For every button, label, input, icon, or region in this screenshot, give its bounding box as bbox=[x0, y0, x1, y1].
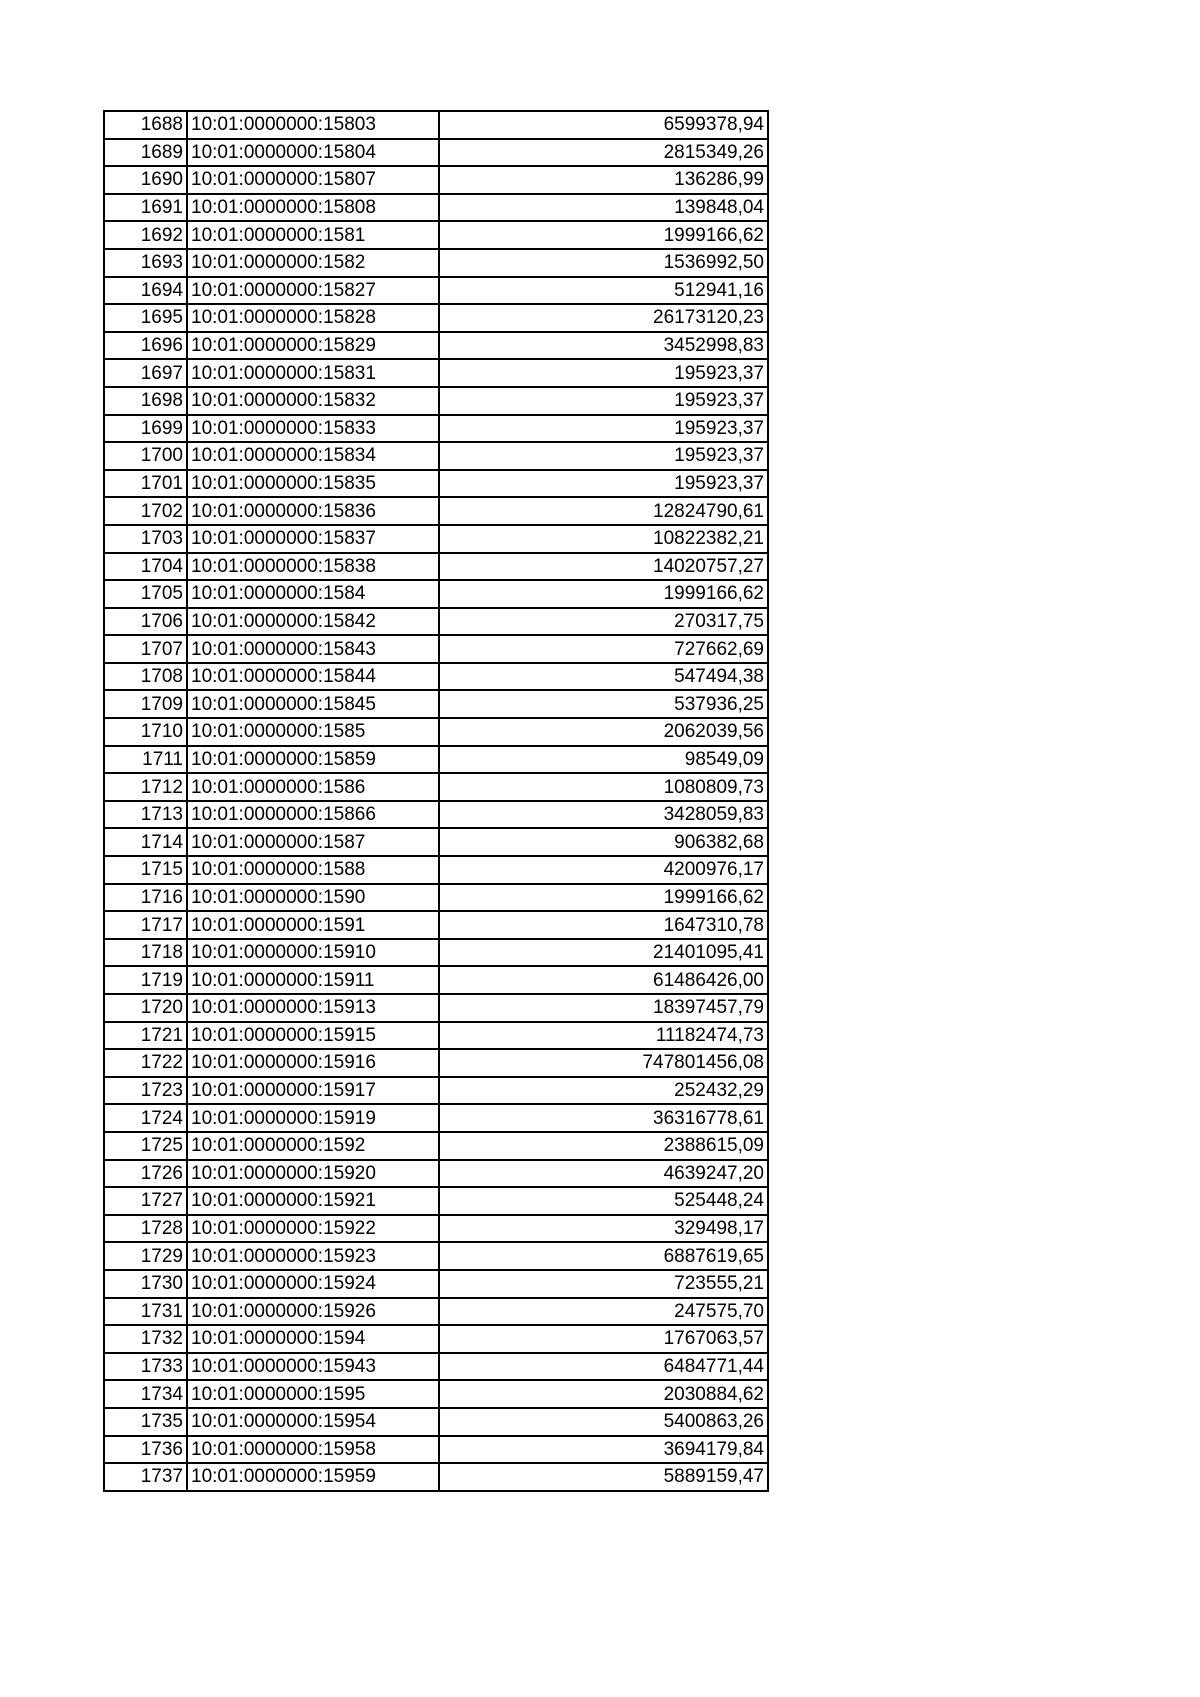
table-row bbox=[104, 497, 768, 525]
table-row bbox=[104, 304, 768, 332]
row-number-cell: 1698 bbox=[104, 387, 187, 415]
amount-cell: 14020757,27 bbox=[439, 553, 768, 581]
amount-cell: 6599378,94 bbox=[439, 111, 768, 139]
cadastral-number-cell: 10:01:0000000:1588 bbox=[187, 856, 439, 884]
amount-cell: 195923,37 bbox=[439, 442, 768, 470]
cadastral-number-cell: 10:01:0000000:15943 bbox=[187, 1353, 439, 1381]
row-number-cell: 1726 bbox=[104, 1160, 187, 1188]
cadastral-number-cell: 10:01:0000000:15913 bbox=[187, 994, 439, 1022]
row-number-cell: 1694 bbox=[104, 277, 187, 305]
amount-cell: 1080809,73 bbox=[439, 773, 768, 801]
amount-cell: 12824790,61 bbox=[439, 497, 768, 525]
amount-cell: 1767063,57 bbox=[439, 1325, 768, 1353]
table-row bbox=[104, 1463, 768, 1491]
table-row bbox=[104, 194, 768, 222]
row-number-cell: 1728 bbox=[104, 1215, 187, 1243]
cadastral-number-cell: 10:01:0000000:15924 bbox=[187, 1270, 439, 1298]
cadastral-number-cell: 10:01:0000000:15829 bbox=[187, 332, 439, 360]
row-number-cell: 1717 bbox=[104, 911, 187, 939]
row-number-cell: 1708 bbox=[104, 663, 187, 691]
cadastral-number-cell: 10:01:0000000:15832 bbox=[187, 387, 439, 415]
cadastral-number-cell: 10:01:0000000:15842 bbox=[187, 608, 439, 636]
amount-cell: 61486426,00 bbox=[439, 966, 768, 994]
cadastral-number-cell: 10:01:0000000:15866 bbox=[187, 801, 439, 829]
amount-cell: 1999166,62 bbox=[439, 580, 768, 608]
row-number-cell: 1690 bbox=[104, 166, 187, 194]
cadastral-number-cell: 10:01:0000000:15845 bbox=[187, 690, 439, 718]
cadastral-number-cell: 10:01:0000000:1581 bbox=[187, 221, 439, 249]
table-row bbox=[104, 1242, 768, 1270]
cadastral-number-cell: 10:01:0000000:15843 bbox=[187, 635, 439, 663]
cadastral-number-cell: 10:01:0000000:15954 bbox=[187, 1408, 439, 1436]
row-number-cell: 1711 bbox=[104, 746, 187, 774]
row-number-cell: 1693 bbox=[104, 249, 187, 277]
table-row bbox=[104, 1436, 768, 1464]
row-number-cell: 1692 bbox=[104, 221, 187, 249]
row-number-cell: 1736 bbox=[104, 1436, 187, 1464]
cadastral-number-cell: 10:01:0000000:15920 bbox=[187, 1160, 439, 1188]
row-number-cell: 1723 bbox=[104, 1077, 187, 1105]
amount-cell: 547494,38 bbox=[439, 663, 768, 691]
table-row bbox=[104, 1298, 768, 1326]
table-row bbox=[104, 884, 768, 912]
table-body bbox=[104, 111, 768, 1491]
table-row bbox=[104, 1270, 768, 1298]
cadastral-number-cell: 10:01:0000000:1594 bbox=[187, 1325, 439, 1353]
cadastral-number-cell: 10:01:0000000:1586 bbox=[187, 773, 439, 801]
cadastral-number-cell: 10:01:0000000:15804 bbox=[187, 139, 439, 167]
amount-cell: 1999166,62 bbox=[439, 221, 768, 249]
row-number-cell: 1691 bbox=[104, 194, 187, 222]
row-number-cell: 1707 bbox=[104, 635, 187, 663]
amount-cell: 98549,09 bbox=[439, 746, 768, 774]
amount-cell: 2062039,56 bbox=[439, 718, 768, 746]
cadastral-number-cell: 10:01:0000000:15910 bbox=[187, 939, 439, 967]
amount-cell: 195923,37 bbox=[439, 415, 768, 443]
amount-cell: 4200976,17 bbox=[439, 856, 768, 884]
table-row bbox=[104, 1380, 768, 1408]
table-row bbox=[104, 387, 768, 415]
amount-cell: 5400863,26 bbox=[439, 1408, 768, 1436]
amount-cell: 195923,37 bbox=[439, 359, 768, 387]
amount-cell: 512941,16 bbox=[439, 277, 768, 305]
amount-cell: 329498,17 bbox=[439, 1215, 768, 1243]
cadastral-number-cell: 10:01:0000000:15926 bbox=[187, 1298, 439, 1326]
amount-cell: 195923,37 bbox=[439, 470, 768, 498]
table-row bbox=[104, 635, 768, 663]
row-number-cell: 1730 bbox=[104, 1270, 187, 1298]
amount-cell: 139848,04 bbox=[439, 194, 768, 222]
cadastral-number-cell: 10:01:0000000:15828 bbox=[187, 304, 439, 332]
cadastral-number-cell: 10:01:0000000:1595 bbox=[187, 1380, 439, 1408]
amount-cell: 18397457,79 bbox=[439, 994, 768, 1022]
cadastral-number-cell: 10:01:0000000:15921 bbox=[187, 1187, 439, 1215]
amount-cell: 4639247,20 bbox=[439, 1160, 768, 1188]
row-number-cell: 1709 bbox=[104, 690, 187, 718]
row-number-cell: 1696 bbox=[104, 332, 187, 360]
cadastral-number-cell: 10:01:0000000:15923 bbox=[187, 1242, 439, 1270]
table-row bbox=[104, 359, 768, 387]
cadastral-number-cell: 10:01:0000000:15834 bbox=[187, 442, 439, 470]
row-number-cell: 1689 bbox=[104, 139, 187, 167]
table-row bbox=[104, 249, 768, 277]
amount-cell: 21401095,41 bbox=[439, 939, 768, 967]
row-number-cell: 1721 bbox=[104, 1022, 187, 1050]
table-row bbox=[104, 221, 768, 249]
table-row bbox=[104, 966, 768, 994]
row-number-cell: 1724 bbox=[104, 1104, 187, 1132]
table-row bbox=[104, 1077, 768, 1105]
table-row bbox=[104, 856, 768, 884]
cadastral-number-cell: 10:01:0000000:15844 bbox=[187, 663, 439, 691]
row-number-cell: 1718 bbox=[104, 939, 187, 967]
amount-cell: 723555,21 bbox=[439, 1270, 768, 1298]
amount-cell: 2030884,62 bbox=[439, 1380, 768, 1408]
cadastral-number-cell: 10:01:0000000:15916 bbox=[187, 1049, 439, 1077]
table-row bbox=[104, 442, 768, 470]
table-row bbox=[104, 663, 768, 691]
amount-cell: 10822382,21 bbox=[439, 525, 768, 553]
row-number-cell: 1732 bbox=[104, 1325, 187, 1353]
table-row bbox=[104, 939, 768, 967]
row-number-cell: 1715 bbox=[104, 856, 187, 884]
amount-cell: 3694179,84 bbox=[439, 1436, 768, 1464]
amount-cell: 727662,69 bbox=[439, 635, 768, 663]
cadastral-number-cell: 10:01:0000000:15859 bbox=[187, 746, 439, 774]
cadastral-number-cell: 10:01:0000000:15833 bbox=[187, 415, 439, 443]
table-row bbox=[104, 580, 768, 608]
table-row bbox=[104, 1325, 768, 1353]
row-number-cell: 1703 bbox=[104, 525, 187, 553]
row-number-cell: 1712 bbox=[104, 773, 187, 801]
row-number-cell: 1731 bbox=[104, 1298, 187, 1326]
cadastral-number-cell: 10:01:0000000:1585 bbox=[187, 718, 439, 746]
amount-cell: 6484771,44 bbox=[439, 1353, 768, 1381]
table-row bbox=[104, 525, 768, 553]
table-row bbox=[104, 1353, 768, 1381]
table-row bbox=[104, 1215, 768, 1243]
amount-cell: 3428059,83 bbox=[439, 801, 768, 829]
row-number-cell: 1699 bbox=[104, 415, 187, 443]
amount-cell: 3452998,83 bbox=[439, 332, 768, 360]
row-number-cell: 1688 bbox=[104, 111, 187, 139]
amount-cell: 525448,24 bbox=[439, 1187, 768, 1215]
row-number-cell: 1702 bbox=[104, 497, 187, 525]
amount-cell: 136286,99 bbox=[439, 166, 768, 194]
table-row bbox=[104, 1049, 768, 1077]
table-row bbox=[104, 801, 768, 829]
table-row bbox=[104, 553, 768, 581]
table-row bbox=[104, 111, 768, 139]
row-number-cell: 1697 bbox=[104, 359, 187, 387]
row-number-cell: 1705 bbox=[104, 580, 187, 608]
cadastral-number-cell: 10:01:0000000:15922 bbox=[187, 1215, 439, 1243]
row-number-cell: 1695 bbox=[104, 304, 187, 332]
table-row bbox=[104, 911, 768, 939]
table-row bbox=[104, 277, 768, 305]
table-row bbox=[104, 828, 768, 856]
table-row bbox=[104, 1022, 768, 1050]
amount-cell: 26173120,23 bbox=[439, 304, 768, 332]
row-number-cell: 1719 bbox=[104, 966, 187, 994]
table-row bbox=[104, 139, 768, 167]
row-number-cell: 1722 bbox=[104, 1049, 187, 1077]
row-number-cell: 1716 bbox=[104, 884, 187, 912]
row-number-cell: 1701 bbox=[104, 470, 187, 498]
row-number-cell: 1700 bbox=[104, 442, 187, 470]
cadastral-number-cell: 10:01:0000000:15837 bbox=[187, 525, 439, 553]
amount-cell: 2815349,26 bbox=[439, 139, 768, 167]
table-row bbox=[104, 746, 768, 774]
amount-cell: 11182474,73 bbox=[439, 1022, 768, 1050]
amount-cell: 2388615,09 bbox=[439, 1132, 768, 1160]
row-number-cell: 1720 bbox=[104, 994, 187, 1022]
cadastral-number-cell: 10:01:0000000:1592 bbox=[187, 1132, 439, 1160]
cadastral-table bbox=[103, 110, 769, 1492]
table-row bbox=[104, 718, 768, 746]
cadastral-number-cell: 10:01:0000000:15827 bbox=[187, 277, 439, 305]
cadastral-number-cell: 10:01:0000000:1591 bbox=[187, 911, 439, 939]
table-row bbox=[104, 994, 768, 1022]
cadastral-number-cell: 10:01:0000000:15915 bbox=[187, 1022, 439, 1050]
table-row bbox=[104, 415, 768, 443]
amount-cell: 537936,25 bbox=[439, 690, 768, 718]
row-number-cell: 1706 bbox=[104, 608, 187, 636]
row-number-cell: 1714 bbox=[104, 828, 187, 856]
cadastral-number-cell: 10:01:0000000:1584 bbox=[187, 580, 439, 608]
cadastral-number-cell: 10:01:0000000:15959 bbox=[187, 1463, 439, 1491]
row-number-cell: 1737 bbox=[104, 1463, 187, 1491]
table-row bbox=[104, 1187, 768, 1215]
table-row bbox=[104, 332, 768, 360]
amount-cell: 247575,70 bbox=[439, 1298, 768, 1326]
amount-cell: 906382,68 bbox=[439, 828, 768, 856]
cadastral-number-cell: 10:01:0000000:1587 bbox=[187, 828, 439, 856]
table-row bbox=[104, 470, 768, 498]
cadastral-number-cell: 10:01:0000000:15917 bbox=[187, 1077, 439, 1105]
cadastral-number-cell: 10:01:0000000:15831 bbox=[187, 359, 439, 387]
amount-cell: 6887619,65 bbox=[439, 1242, 768, 1270]
amount-cell: 36316778,61 bbox=[439, 1104, 768, 1132]
table-row bbox=[104, 1132, 768, 1160]
row-number-cell: 1727 bbox=[104, 1187, 187, 1215]
cadastral-number-cell: 10:01:0000000:15958 bbox=[187, 1436, 439, 1464]
cadastral-number-cell: 10:01:0000000:1582 bbox=[187, 249, 439, 277]
table-row bbox=[104, 690, 768, 718]
amount-cell: 270317,75 bbox=[439, 608, 768, 636]
cadastral-number-cell: 10:01:0000000:15835 bbox=[187, 470, 439, 498]
cadastral-number-cell: 10:01:0000000:15836 bbox=[187, 497, 439, 525]
table-row bbox=[104, 166, 768, 194]
cadastral-number-cell: 10:01:0000000:15919 bbox=[187, 1104, 439, 1132]
cadastral-number-cell: 10:01:0000000:1590 bbox=[187, 884, 439, 912]
cadastral-number-cell: 10:01:0000000:15911 bbox=[187, 966, 439, 994]
row-number-cell: 1734 bbox=[104, 1380, 187, 1408]
row-number-cell: 1725 bbox=[104, 1132, 187, 1160]
amount-cell: 1536992,50 bbox=[439, 249, 768, 277]
cadastral-number-cell: 10:01:0000000:15803 bbox=[187, 111, 439, 139]
cadastral-number-cell: 10:01:0000000:15838 bbox=[187, 553, 439, 581]
table-row bbox=[104, 773, 768, 801]
row-number-cell: 1729 bbox=[104, 1242, 187, 1270]
cadastral-number-cell: 10:01:0000000:15808 bbox=[187, 194, 439, 222]
table-row bbox=[104, 608, 768, 636]
amount-cell: 747801456,08 bbox=[439, 1049, 768, 1077]
row-number-cell: 1704 bbox=[104, 553, 187, 581]
row-number-cell: 1713 bbox=[104, 801, 187, 829]
amount-cell: 1999166,62 bbox=[439, 884, 768, 912]
row-number-cell: 1735 bbox=[104, 1408, 187, 1436]
table-row bbox=[104, 1160, 768, 1188]
cadastral-number-cell: 10:01:0000000:15807 bbox=[187, 166, 439, 194]
amount-cell: 195923,37 bbox=[439, 387, 768, 415]
row-number-cell: 1733 bbox=[104, 1353, 187, 1381]
amount-cell: 1647310,78 bbox=[439, 911, 768, 939]
amount-cell: 252432,29 bbox=[439, 1077, 768, 1105]
table-row bbox=[104, 1104, 768, 1132]
amount-cell: 5889159,47 bbox=[439, 1463, 768, 1491]
row-number-cell: 1710 bbox=[104, 718, 187, 746]
table-row bbox=[104, 1408, 768, 1436]
